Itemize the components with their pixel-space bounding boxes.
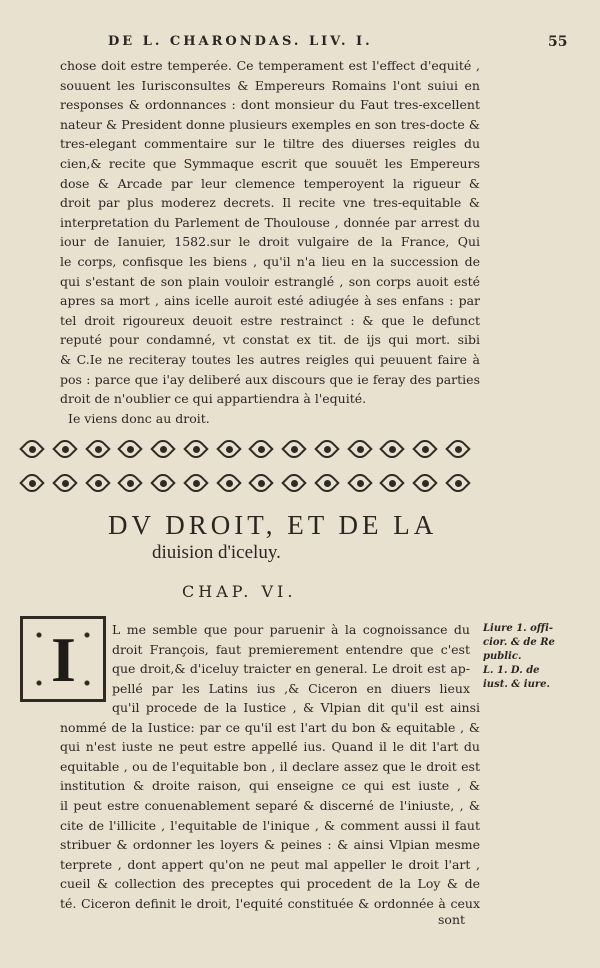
fleuron-icon	[217, 437, 241, 461]
text-line: il peut estre conuenablement separé & discerné de l'iniuste, , &	[60, 797, 480, 813]
ornament-row	[20, 432, 470, 466]
fleuron-icon	[53, 471, 77, 495]
ornament-row	[20, 466, 470, 500]
text-line: iour de Ianuier, 1582.sur le droit vulgaire de la France, Qui	[60, 234, 480, 250]
text-line: chose doit estre temperée. Ce temperament est l'effect d'equité ,	[60, 58, 480, 73]
text-line: qui n'est iuste ne peut estre appellé ius. Quand il le dit l'art du	[60, 739, 480, 755]
text-line: & C.Ie ne reciteray toutes les autres reigles qui peuuent faire à	[60, 351, 480, 367]
page-header	[0, 34, 600, 54]
fleuron-icon	[413, 471, 437, 495]
fleuron-icon	[118, 471, 142, 495]
text-line: droit de n'oublier ce qui appartiendra à l'equité.	[60, 391, 367, 407]
text-line: institution & droite raison, qui enseigne ce qui est iuste , &	[60, 778, 480, 794]
fleuron-icon	[151, 471, 175, 495]
running-head: DE L. CHARONDAS. LIV. I.	[108, 34, 373, 49]
text-line: pellé par les Latins ius ,& Ciceron en diuers lieux	[112, 680, 470, 696]
text-line: L me semble que pour paruenir à la cognoissance du	[112, 622, 470, 637]
text-line: stribuer & ordonner les loyers & peines : & ainsi Vlpian mesme	[60, 837, 480, 853]
fleuron-icon	[282, 471, 306, 495]
fleuron-icon	[348, 437, 372, 461]
text-line: tel droit rigoureux deuoit estre restrainct : & que le defunct	[60, 312, 480, 328]
initial-letter: I	[51, 624, 76, 695]
chapter-title: DV DROIT, ET DE LA	[108, 510, 438, 540]
fleuron-icon	[446, 471, 470, 495]
fleuron-icon	[249, 471, 273, 495]
note-line: iust. & iure.	[483, 679, 550, 690]
fleuron-icon	[282, 437, 306, 461]
text-line: equitable , ou de l'equitable bon , il declare assez que le droit est	[60, 758, 480, 774]
text-line: té. Ciceron definit le droit, l'equité constituée & ordonnée à ceux	[60, 895, 480, 911]
text-line: nateur & President donne plusieurs exemples en son tres-docte &	[60, 116, 480, 132]
text-line: droit François, faut premierement entendre que c'est	[112, 641, 470, 657]
text-line: cien,& recite que Symmaque escrit que souuët les Empereurs	[60, 155, 480, 171]
text-line: cueil & collection des preceptes qui procedent de la Loy & de	[60, 876, 480, 892]
fleuron-icon	[151, 437, 175, 461]
fleuron-icon	[86, 471, 110, 495]
fleuron-icon	[413, 437, 437, 461]
note-line: L. 1. D. de	[483, 665, 540, 676]
fleuron-icon	[20, 471, 44, 495]
fleuron-icon	[184, 437, 208, 461]
text-line: Ie viens donc au droit.	[68, 410, 210, 426]
text-line: que droit,& d'iceluy traicter en general. Le droit est ap-	[112, 661, 470, 677]
top-paragraph	[60, 56, 480, 428]
chapter-subtitle: diuision d'iceluy.	[152, 542, 281, 563]
text-line: qui s'estant de son plain vouloir estranglé , son corps auoit esté	[60, 273, 480, 289]
page-number: 55	[548, 34, 568, 50]
text-line: dose & Arcade par leur clemence temperoyent la rigueur &	[60, 175, 480, 191]
fleuron-icon	[184, 471, 208, 495]
text-line: reputé pour condamné, vt constat ex tit. de ijs qui mort. sibi	[60, 332, 480, 348]
fleuron-icon	[20, 437, 44, 461]
decorated-initial	[20, 616, 106, 702]
fleuron-icon	[315, 437, 339, 461]
printer-ornament	[20, 432, 470, 500]
fleuron-icon	[86, 437, 110, 461]
chapter-opening-lines	[112, 620, 470, 698]
text-line: pos : parce que i'ay deliberé aux discours que ie feray des parties	[60, 371, 480, 387]
text-line: terprete , dont appert qu'on ne peut mal appeller le droit l'art ,	[60, 856, 480, 872]
fleuron-icon	[53, 437, 77, 461]
fleuron-icon	[380, 471, 404, 495]
text-line: interpretation du Parlement de Thoulouse , donnée par arrest du	[60, 214, 480, 230]
text-line: le corps, confisque les biens , qu'il n'a lieu en la succession de	[60, 253, 480, 269]
fleuron-icon	[249, 437, 273, 461]
fleuron-icon	[380, 437, 404, 461]
fleuron-icon	[446, 437, 470, 461]
text-line: nommé de la Iustice: par ce qu'il est l'art du bon & equitable , &	[60, 719, 480, 735]
fleuron-icon	[348, 471, 372, 495]
text-line: qu'il procede de la Iustice , & Vlpian dit qu'il est ainsi	[112, 700, 480, 715]
note-line: Liure 1. offi-	[483, 623, 554, 634]
text-line: tres-elegant commentaire sur le tiltre des diuerses reigles du	[60, 136, 480, 152]
text-line: souuent les Iurisconsultes & Empereurs Romains l'ont suiui en	[60, 77, 480, 93]
fleuron-icon	[118, 437, 142, 461]
note-line: cior. & de Re	[483, 637, 555, 648]
catchword: sont	[438, 912, 466, 927]
text-line: droit par plus moderez decrets. Il recite vne tres-equitable &	[60, 195, 480, 211]
fleuron-icon	[315, 471, 339, 495]
text-line: cite de l'illicite , l'equitable de l'inique , & comment aussi il faut	[60, 817, 480, 833]
marginal-note	[483, 622, 593, 692]
text-line: apres sa mort , ains icelle auroit esté adiugée à ses enfans : par	[60, 293, 480, 309]
text-line: responses & ordonnances : dont monsieur du Faut tres-excellent	[60, 97, 480, 113]
chapter-body	[60, 698, 480, 914]
note-line: public.	[483, 651, 522, 662]
chapter-number: CHAP. VI.	[182, 582, 297, 601]
fleuron-icon	[217, 471, 241, 495]
